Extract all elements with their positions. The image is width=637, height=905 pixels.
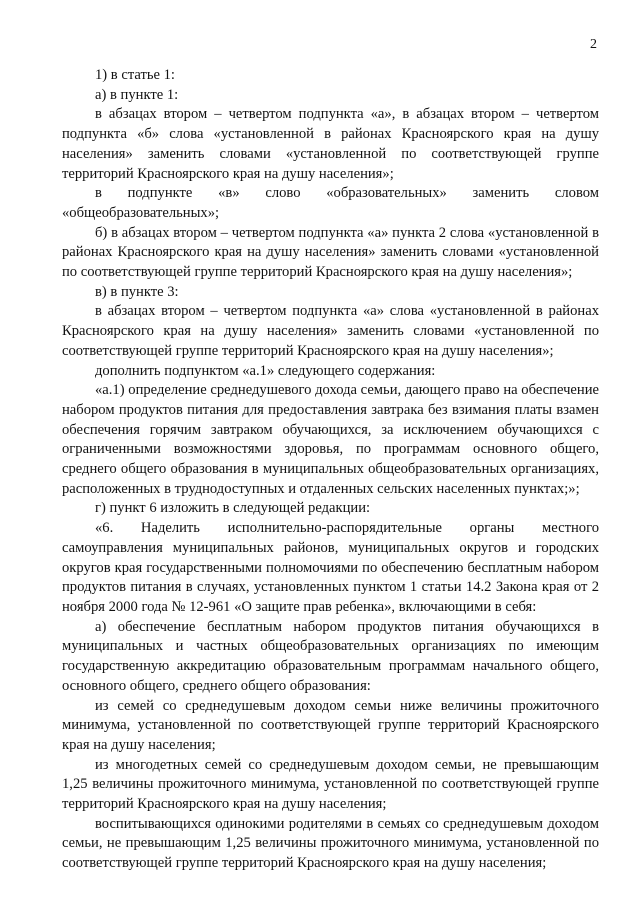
paragraph: 1) в статье 1: [95,67,175,83]
document-body [62,66,599,874]
paragraph: «а.1) определение среднедушевого дохода семьи, дающего право на обеспечение набором продуктов питания для предоставления завтрака без взимания платы взамен обеспечения горячим завтраком обучающихся, за исключением обучающихся с ограниченными возможностями здоровья, по программам основного общего, среднего общего образования в муниципальных общеобразовательных организациях, расположенных в труднодоступных и отдаленных сельских населенных пунктах;»; [62,382,599,497]
paragraph: в абзацах втором – четвертом подпункта «а» слова «установленной в районах Красноярского края на душу населения» заменить словами «установленной по соответствующей группе территорий Красноярского края на душу населения»; [62,303,599,359]
paragraph: воспитывающихся одинокими родителями в семьях со среднедушевым доходом семьи, не превышающим 1,25 величины прожиточного минимума, установленной по соответствующей группе территорий Красноярского края на душу населения; [62,815,599,872]
paragraph: г) пункт 6 изложить в следующей редакции: [95,500,371,517]
paragraph: а) обеспечение бесплатным набором продуктов питания обучающихся в муниципальных и частных общеобразовательных организациях по имеющим государственную аккредитацию образовательным программам начального общего, основного общего, среднего общего образования: [62,618,599,694]
paragraph: дополнить подпунктом «а.1» следующего содержания: [95,362,436,379]
paragraph: б) в абзацах втором – четвертом подпункта «а» пункта 2 слова «установленной в районах Красноярского края на душу населения» заменить словами «установленной по соответствующей группе территорий Красноярского края на душу населения»; [62,224,599,281]
paragraph: а) в пункте 1: [95,86,179,103]
paragraph: в абзацах втором – четвертом подпункта «а», в абзацах втором – четвертом подпункта «б» слова «установленной в районах Красноярского края на душу населения» заменить словами «установленной по соответствующей группе территорий Красноярского края на душу населения»; [62,106,599,182]
page-number: 2 [590,37,597,52]
paragraph: в подпункте «в» слово «образовательных» заменить словом «общеобразовательных»; [62,185,599,221]
paragraph: из семей со среднедушевым доходом семьи ниже величины прожиточного минимума, установленной по соответствующей группе территорий Красноярского края на душу населения; [62,697,599,753]
paragraph: из многодетных семей со среднедушевым доходом семьи, не превышающим 1,25 величины прожиточного минимума, установленной по соответствующей группе территорий Красноярского края на душу населения; [62,756,599,813]
paragraph: «6. Наделить исполнительно-распорядительные органы местного самоуправления муниципальных районов, муниципальных округов и городских округов края государственными полномочиями по обеспечению бесплатным набором продуктов питания в случаях, установленных пунктом 1 статьи 14.2 Закона края от 2 ноября 2000 года № 12-961 «О защите прав ребенка», включающими в себя: [62,520,599,615]
paragraph: в) в пункте 3: [95,283,179,300]
